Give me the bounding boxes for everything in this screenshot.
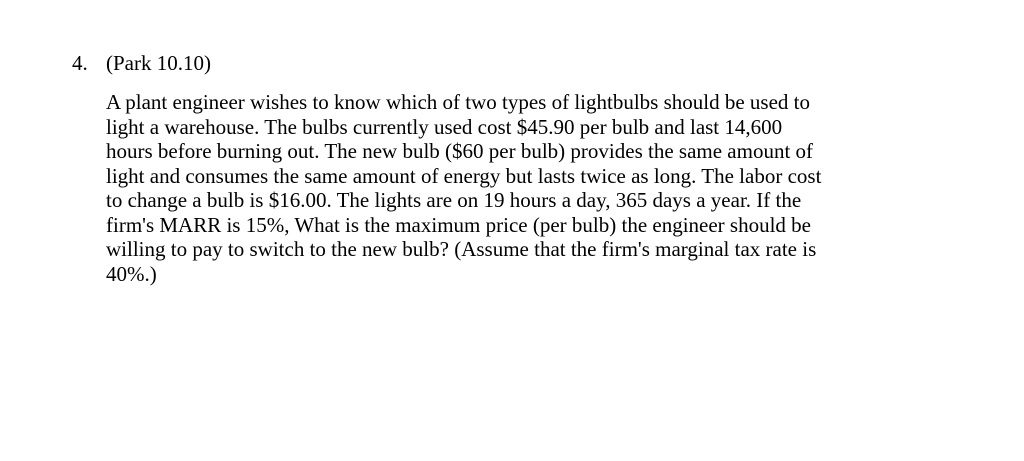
problem-text-line: light and consumes the same amount of energy but lasts twice as long. The labor cost: [106, 163, 822, 188]
problem-text-line: A plant engineer wishes to know which of two types of lightbulbs should be used to: [106, 90, 811, 114]
problem-text-line: light a warehouse. The bulbs currently used cost $45.90 per bulb and last 14,600: [106, 114, 783, 139]
problem-text-line: willing to pay to switch to the new bulb? (Assume that the firm's marginal tax rate is: [106, 237, 817, 261]
problem-text: [106, 90, 926, 286]
problem-text-line: 40%.): [106, 261, 157, 286]
problem-text-line: hours before burning out. The new bulb ($60 per bulb) provides the same amount of: [106, 139, 814, 163]
problem-text-line: firm's MARR is 15%, What is the maximum price (per bulb) the engineer should be: [106, 212, 812, 237]
problem-number: 4.: [72, 51, 88, 75]
problem-source: (Park 10.10): [106, 51, 211, 75]
problem-text-line: to change a bulb is $16.00. The lights are on 19 hours a day, 365 days a year. If the: [106, 188, 802, 212]
